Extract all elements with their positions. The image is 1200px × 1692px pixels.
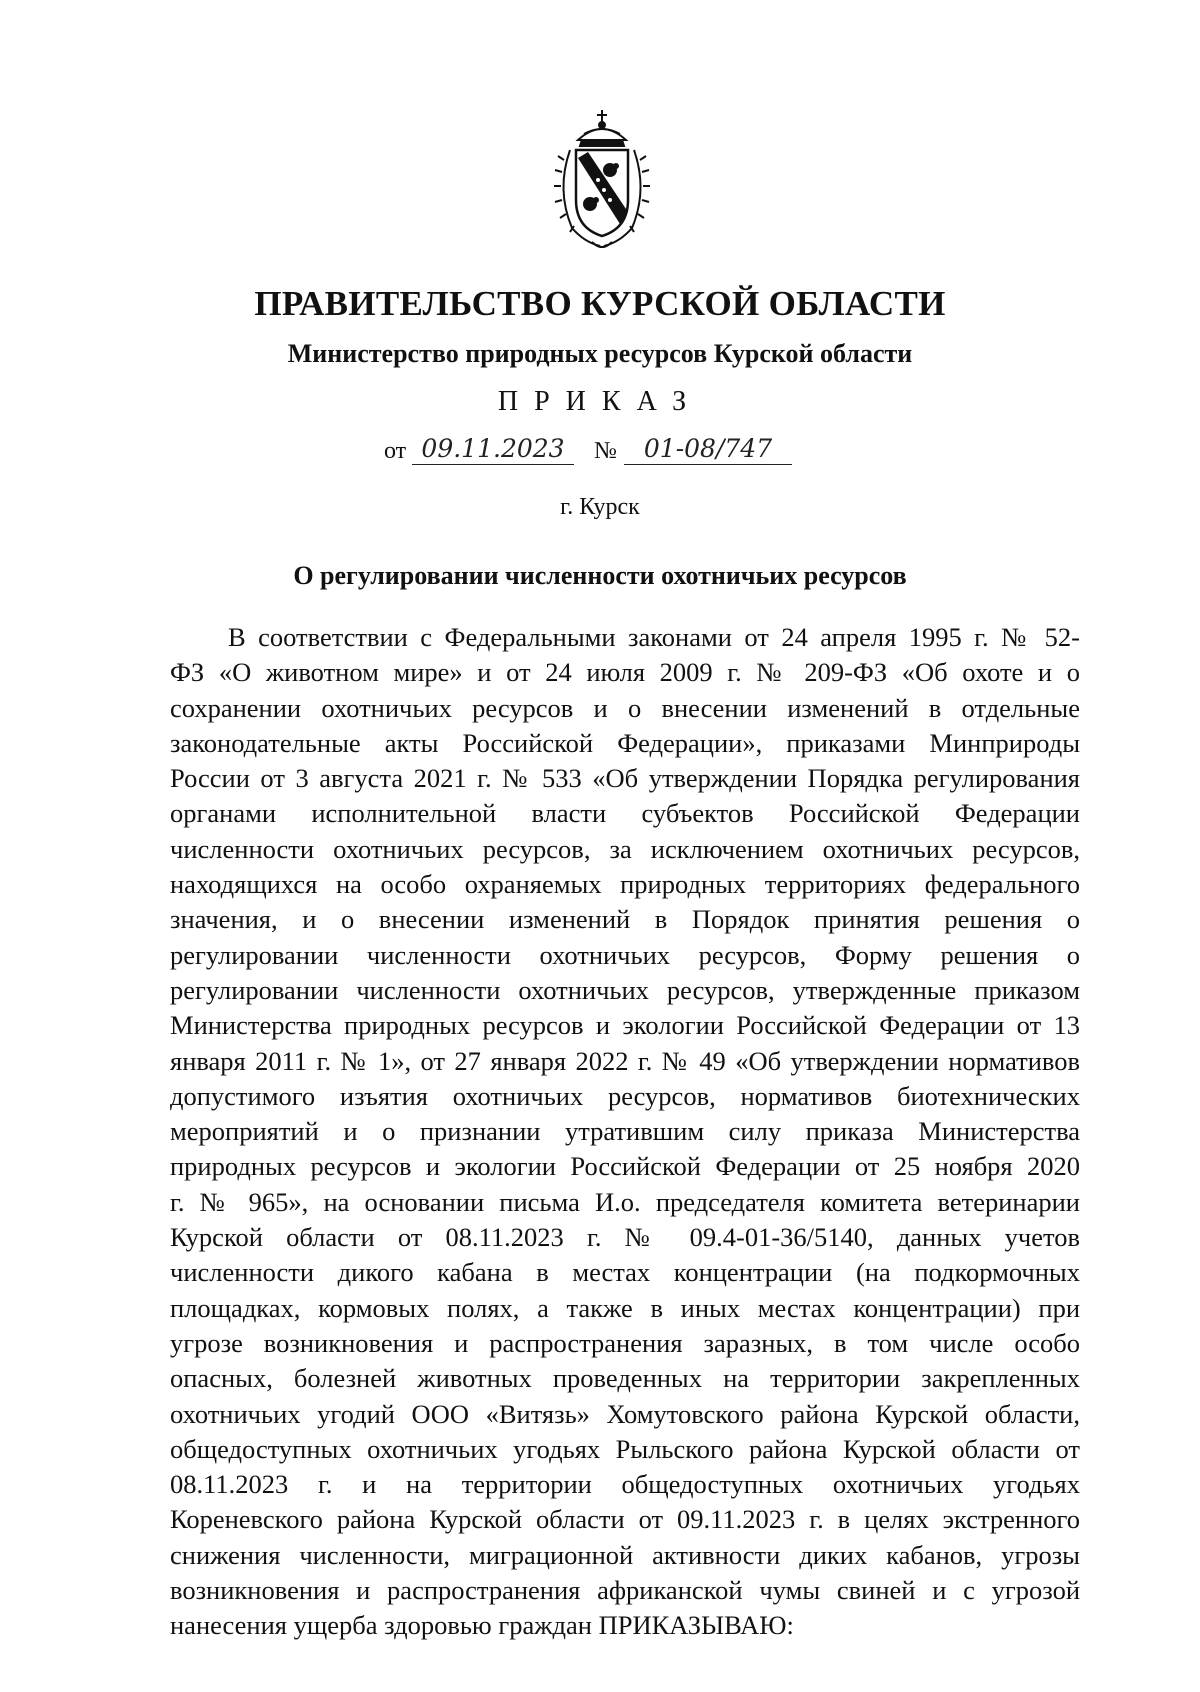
- number-value-handwritten: 01-08/747: [624, 434, 792, 465]
- body-line: природных ресурсов и экологии Российской Федерации от 25 ноября 2020: [170, 1151, 1080, 1182]
- body-line: общедоступных охотничьих угодьях Рыльского района Курской области от: [170, 1433, 1080, 1464]
- body-line: регулировании численности охотничьих ресурсов, Форму решения о: [170, 939, 1080, 970]
- body-line: охотничьих угодий ООО «Витязь» Хомутовского района Курской области,: [170, 1398, 1080, 1429]
- body-line: сохранении охотничьих ресурсов и о внесении изменений в отдельные: [170, 692, 1080, 723]
- body-line: возникновения и распространения африканской чумы свиней и с угрозой: [170, 1575, 1080, 1606]
- body-line: допустимого изъятия охотничьих ресурсов, нормативов биотехнических: [170, 1080, 1080, 1111]
- body-line: Курской области от 08.11.2023 г. № 09.4-01-36/5140, данных учетов: [170, 1222, 1080, 1253]
- body-line: площадках, кормовых полях, а также в иных местах концентрации) при: [170, 1292, 1080, 1323]
- body-line: численности охотничьих ресурсов, за исключением охотничьих ресурсов,: [170, 833, 1080, 864]
- body-line: Кореневского района Курской области от 09.11.2023 г. в целях экстренного: [170, 1504, 1080, 1535]
- city-line: г. Курск: [560, 494, 640, 520]
- registration-line: [384, 434, 904, 474]
- body-line: значения, и о внесении изменений в Порядок принятия решения о: [170, 904, 1080, 935]
- body-line: ФЗ «О животном мире» и от 24 июля 2009 г. № 209-ФЗ «Об охоте и о: [170, 657, 1080, 688]
- date-value-handwritten: 09.11.2023: [412, 434, 574, 465]
- organization-title: ПРАВИТЕЛЬСТВО КУРСКОЙ ОБЛАСТИ: [254, 284, 946, 323]
- body-line: органами исполнительной власти субъектов Российской Федерации: [170, 798, 1080, 829]
- body-line: численности дикого кабана в местах концентрации (на подкормочных: [170, 1257, 1080, 1288]
- order-subject: О регулировании численности охотничьих ресурсов: [293, 561, 907, 590]
- body-line: Министерства природных ресурсов и экологии Российской Федерации от 13: [170, 1010, 1080, 1041]
- body-line: снижения численности, миграционной активности диких кабанов, угрозы: [170, 1539, 1080, 1570]
- body-line: г. № 965», на основании письма И.о. председателя комитета ветеринарии: [170, 1186, 1080, 1217]
- body-line: угрозе возникновения и распространения заразных, в том числе особо: [170, 1327, 1080, 1358]
- body-line: января 2011 г. № 1», от 27 января 2022 г. № 49 «Об утверждении нормативов: [170, 1045, 1080, 1076]
- body-line: мероприятий и о признании утратившим силу приказа Министерства: [170, 1116, 1080, 1147]
- body-line: В соответствии с Федеральными законами от 24 апреля 1995 г. № 52-: [228, 622, 1080, 652]
- body-line: России от 3 августа 2021 г. № 533 «Об утверждении Порядка регулирования: [170, 763, 1080, 794]
- order-body-paragraph: [170, 620, 1080, 1644]
- body-line: регулировании численности охотничьих ресурсов, утвержденные приказом: [170, 974, 1080, 1005]
- body-line: законодательные акты Российской Федерации», приказами Минприроды: [170, 727, 1080, 758]
- body-line: нанесения ущерба здоровью граждан ПРИКАЗЫВАЮ:: [170, 1610, 794, 1641]
- date-label: от: [384, 438, 407, 464]
- number-label: №: [594, 438, 617, 464]
- document-type: ПРИКАЗ: [497, 386, 703, 417]
- body-line: опасных, болезней животных проведенных на территории закрепленных: [170, 1363, 1080, 1394]
- body-line: находящихся на особо охраняемых природных территориях федерального: [170, 869, 1080, 900]
- coat-of-arms-emblem: [542, 100, 662, 255]
- ministry-subtitle: Министерство природных ресурсов Курской области: [287, 339, 913, 368]
- body-line: 08.11.2023 г. и на территории общедоступных охотничьих угодьях: [170, 1469, 1080, 1500]
